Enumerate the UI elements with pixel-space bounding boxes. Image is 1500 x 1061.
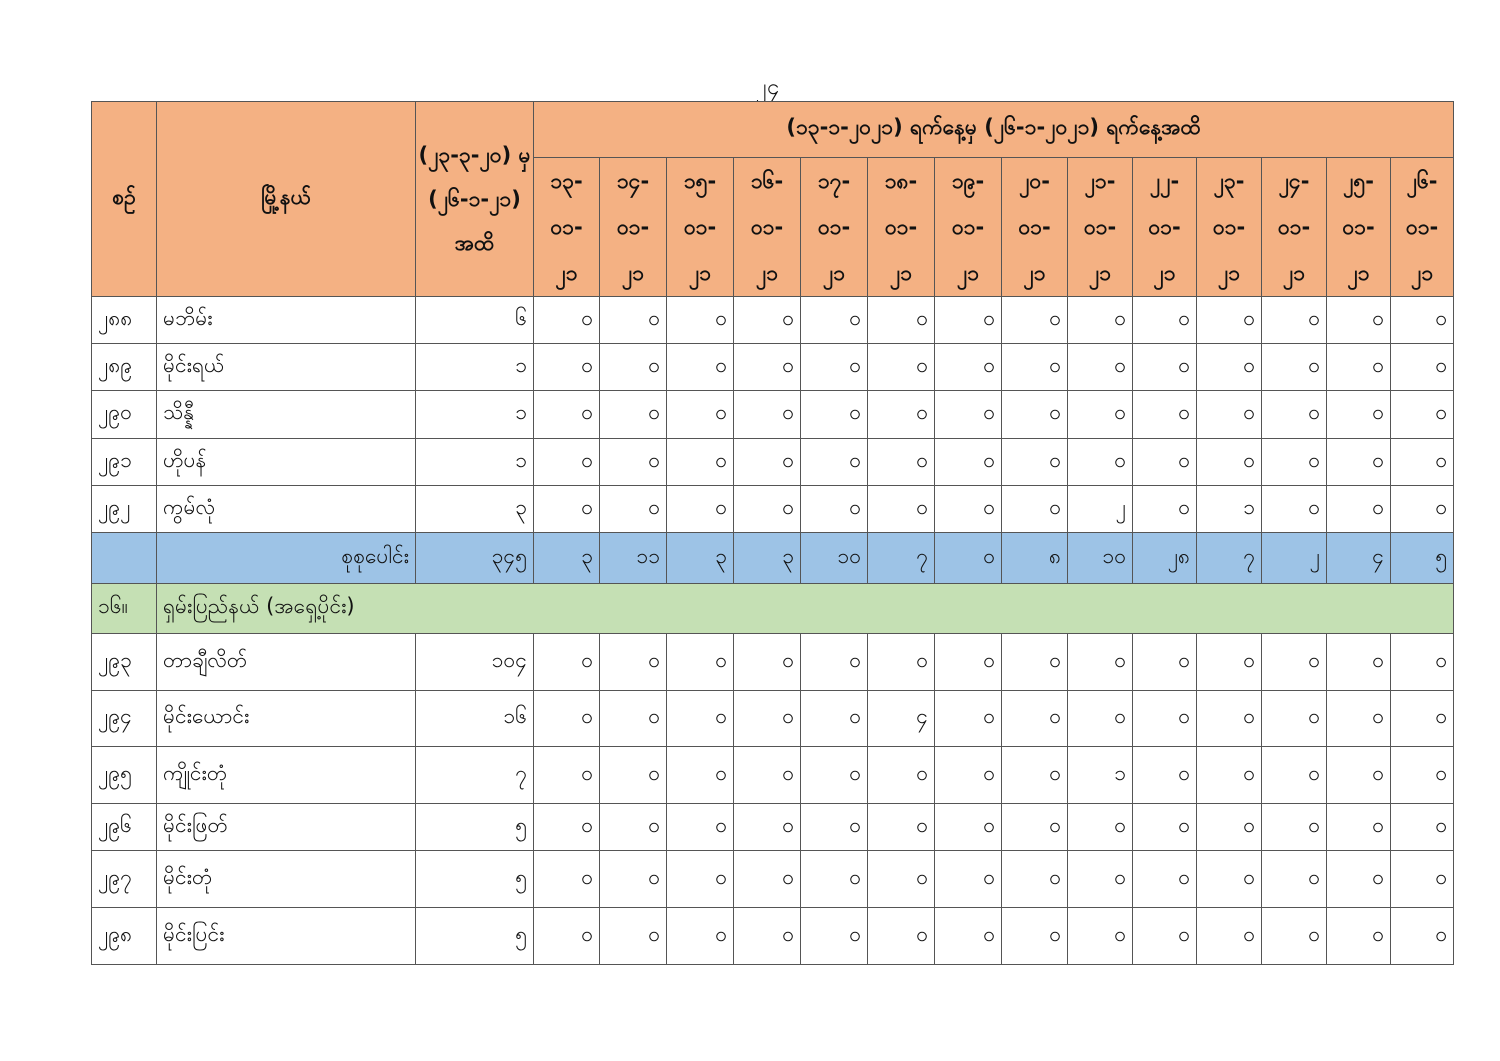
header-date-part: ၂၆- [1406, 169, 1438, 193]
daily-cases: ၀ [801, 634, 868, 691]
daily-cases: ၀ [534, 804, 600, 851]
total-daily: ၄ [1327, 533, 1391, 584]
daily-cases: ၀ [1327, 297, 1391, 344]
daily-cases: ၀ [734, 747, 801, 804]
daily-cases: ၀ [1002, 747, 1068, 804]
daily-cases: ၀ [734, 804, 801, 851]
daily-cases: ၀ [1068, 804, 1133, 851]
total-daily: ၁၀ [801, 533, 868, 584]
total-daily: ၀ [935, 533, 1002, 584]
header-date-part: ၂၁ [1088, 261, 1112, 285]
section-title: ရှမ်းပြည်နယ် (အရှေ့ပိုင်း) [157, 584, 1454, 634]
table-row [92, 908, 1454, 965]
header-date-part: ၀၁- [616, 215, 650, 239]
daily-cases: ၀ [1327, 908, 1391, 965]
daily-cases: ၀ [1197, 439, 1262, 486]
header-date-12 [1262, 158, 1327, 297]
daily-cases: ၀ [935, 851, 1002, 908]
table-row [92, 691, 1454, 747]
daily-cases: ၀ [534, 747, 600, 804]
daily-cases: ၀ [1133, 344, 1197, 391]
header-date-range: (၁၃-၁-၂၀၂၁) ရက်နေ့မှ (၂၆-၁-၂၀၂၁) ရက်နေ့အထိ [534, 102, 1454, 158]
daily-cases: ၀ [667, 439, 734, 486]
daily-cases: ၀ [1262, 851, 1327, 908]
header-date-9 [1068, 158, 1133, 297]
daily-cases: ၀ [1002, 486, 1068, 533]
daily-cases: ၀ [801, 344, 868, 391]
table-row [92, 851, 1454, 908]
header-date-14 [1391, 158, 1454, 297]
township-name: မဘိမ်း [157, 297, 416, 344]
daily-cases: ၀ [801, 691, 868, 747]
header-date-part: ၂၁ [889, 261, 913, 285]
daily-cases: ၀ [734, 634, 801, 691]
daily-cases: ၀ [935, 297, 1002, 344]
daily-cases: ၀ [600, 908, 667, 965]
daily-cases: ၀ [534, 344, 600, 391]
row-number: ၂၉၈ [92, 908, 157, 965]
daily-cases: ၀ [734, 851, 801, 908]
row-number: ၂၈၉ [92, 344, 157, 391]
daily-cases: ၀ [801, 439, 868, 486]
daily-cases: ၀ [600, 804, 667, 851]
total-cumulative: ၃၄၅ [416, 533, 534, 584]
daily-cases: ၀ [935, 908, 1002, 965]
total-body [92, 533, 1454, 634]
header-date-part: ၁၄- [616, 169, 650, 193]
daily-cases: ၀ [534, 439, 600, 486]
township-name: ကွမ်လုံ [157, 486, 416, 533]
header-date-part: ၁၅- [683, 169, 717, 193]
daily-cases: ၀ [1391, 851, 1454, 908]
daily-cases: ၀ [534, 691, 600, 747]
header-date-8 [1002, 158, 1068, 297]
header-date-part: ၀၁- [1342, 215, 1375, 239]
daily-cases: ၀ [734, 297, 801, 344]
daily-cases: ၀ [1197, 344, 1262, 391]
header-date-part: ၀၁- [1277, 215, 1311, 239]
header-date-part: ၂၂- [1149, 169, 1180, 193]
page-number: ၂၄ [755, 75, 780, 100]
daily-cases: ၀ [734, 908, 801, 965]
header-township: မြို့နယ် [157, 102, 416, 297]
daily-cases: ၀ [801, 391, 868, 439]
header-date-1 [534, 158, 600, 297]
header-date-part: ၁၃- [550, 169, 583, 193]
daily-cases: ၀ [1002, 297, 1068, 344]
daily-cases: ၀ [1391, 747, 1454, 804]
header-date-6 [868, 158, 935, 297]
daily-cases: ၀ [1197, 391, 1262, 439]
cumulative-cases: ၅ [416, 908, 534, 965]
section-number: ၁၆။ [92, 584, 157, 634]
daily-cases: ၀ [667, 691, 734, 747]
daily-cases: ၀ [1068, 691, 1133, 747]
table-row [92, 344, 1454, 391]
table-body-a [92, 297, 1454, 533]
header-date-7 [935, 158, 1002, 297]
daily-cases: ၀ [868, 804, 935, 851]
row-number: ၂၉၀ [92, 391, 157, 439]
row-number: ၂၈၈ [92, 297, 157, 344]
daily-cases: ၀ [1197, 691, 1262, 747]
daily-cases: ၀ [868, 344, 935, 391]
daily-cases: ၀ [1391, 297, 1454, 344]
daily-cases: ၀ [1068, 297, 1133, 344]
header-date-part: ၀၁- [1212, 215, 1246, 239]
cumulative-cases: ၅ [416, 851, 534, 908]
daily-cases: ၀ [1262, 391, 1327, 439]
total-daily: ၂ [1262, 533, 1327, 584]
total-daily: ၃ [667, 533, 734, 584]
header-date-part: ၂၃- [1213, 169, 1245, 193]
daily-cases: ၀ [1133, 691, 1197, 747]
daily-cases: ၀ [1262, 297, 1327, 344]
daily-cases: ၀ [1391, 486, 1454, 533]
daily-cases: ၀ [935, 747, 1002, 804]
daily-cases: ၀ [1068, 344, 1133, 391]
daily-cases: ၀ [1133, 851, 1197, 908]
daily-cases: ၀ [1133, 391, 1197, 439]
header-date-part: ၀၁- [1083, 215, 1117, 239]
cumulative-cases: ၁၆ [416, 691, 534, 747]
daily-cases: ၀ [868, 486, 935, 533]
daily-cases: ၀ [935, 804, 1002, 851]
daily-cases: ၀ [1391, 344, 1454, 391]
header-date-part: ၀၁- [951, 215, 985, 239]
daily-cases: ၀ [1391, 804, 1454, 851]
cumulative-cases: ၁၀၄ [416, 634, 534, 691]
daily-cases: ၀ [667, 851, 734, 908]
township-name: မိုင်းပြင်း [157, 908, 416, 965]
header-date-part: ၀၁- [1405, 215, 1439, 239]
daily-cases: ၀ [1327, 851, 1391, 908]
total-daily: ၇ [1197, 533, 1262, 584]
daily-cases: ၀ [1197, 851, 1262, 908]
daily-cases: ၀ [1197, 908, 1262, 965]
table-row [92, 297, 1454, 344]
daily-cases: ၀ [667, 297, 734, 344]
daily-cases: ၀ [1327, 439, 1391, 486]
header-date-part: ၂၁ [1347, 261, 1370, 285]
daily-cases: ၀ [1133, 297, 1197, 344]
daily-cases: ၀ [1002, 391, 1068, 439]
row-number: ၂၉၆ [92, 804, 157, 851]
daily-cases: ၀ [1262, 908, 1327, 965]
township-name: ကျိုင်းတုံ [157, 747, 416, 804]
daily-cases: ၀ [1002, 691, 1068, 747]
daily-cases: ၀ [1391, 439, 1454, 486]
daily-cases: ၀ [600, 851, 667, 908]
daily-cases: ၀ [801, 747, 868, 804]
daily-cases: ၀ [1002, 439, 1068, 486]
header-date-11 [1197, 158, 1262, 297]
header-date-part: ၀၁- [750, 215, 784, 239]
township-name: တာချီလိတ် [157, 634, 416, 691]
daily-cases: ၀ [1327, 344, 1391, 391]
daily-cases: ၀ [935, 486, 1002, 533]
header-date-part: ၀၁- [817, 215, 851, 239]
daily-cases: ၀ [801, 851, 868, 908]
daily-cases: ၀ [1262, 344, 1327, 391]
daily-cases: ၀ [1327, 634, 1391, 691]
daily-cases: ၀ [801, 486, 868, 533]
daily-cases: ၀ [1002, 804, 1068, 851]
daily-cases: ၀ [801, 908, 868, 965]
header-date-part: ၁၉- [951, 169, 985, 193]
header-date-part: ၀၁- [884, 215, 918, 239]
section-row [92, 584, 1454, 634]
daily-cases: ၀ [1133, 747, 1197, 804]
daily-cases: ၀ [667, 486, 734, 533]
header-date-13 [1327, 158, 1391, 297]
daily-cases: ၀ [868, 297, 935, 344]
daily-cases: ၀ [667, 804, 734, 851]
header-date-10 [1133, 158, 1197, 297]
header-no: စဉ် [92, 102, 157, 297]
header-date-4 [734, 158, 801, 297]
cumulative-cases: ၅ [416, 804, 534, 851]
daily-cases: ၀ [1002, 634, 1068, 691]
header-date-part: ၁၈- [884, 169, 918, 193]
header-date-part: ၂၄- [1278, 169, 1310, 193]
daily-cases: ၄ [868, 691, 935, 747]
daily-cases: ၁ [1068, 747, 1133, 804]
header-date-part: ၂၁ [755, 261, 779, 285]
daily-cases: ၀ [868, 391, 935, 439]
daily-cases: ၀ [734, 691, 801, 747]
daily-cases: ၀ [801, 297, 868, 344]
daily-cases: ၀ [1327, 804, 1391, 851]
row-number: ၂၉၁ [92, 439, 157, 486]
header-date-part: ၀၁- [1018, 215, 1051, 239]
cumulative-cases: ၁ [416, 344, 534, 391]
daily-cases: ၀ [600, 344, 667, 391]
township-name: မိုင်းတုံ [157, 851, 416, 908]
daily-cases: ၀ [1002, 851, 1068, 908]
daily-cases: ၀ [1068, 634, 1133, 691]
case-table [91, 101, 1454, 965]
daily-cases: ၀ [1327, 747, 1391, 804]
daily-cases: ၀ [734, 439, 801, 486]
daily-cases: ၀ [667, 344, 734, 391]
table-row [92, 747, 1454, 804]
township-name: မိုင်းရယ် [157, 344, 416, 391]
header-date-part: ၂၁ [1023, 261, 1046, 285]
daily-cases: ၀ [868, 851, 935, 908]
table-body-b [92, 634, 1454, 965]
daily-cases: ၀ [1068, 908, 1133, 965]
total-daily: ၅ [1391, 533, 1454, 584]
daily-cases: ၀ [935, 344, 1002, 391]
total-no-cell [92, 533, 157, 584]
daily-cases: ၀ [1262, 634, 1327, 691]
header-cumulative: (၂၃-၃-၂၀) မှ (၂၆-၁-၂၁) အထိ [416, 102, 534, 297]
total-label: စုစုပေါင်း [157, 533, 416, 584]
header-date-part: ၂၁ [956, 261, 980, 285]
total-daily: ၂၈ [1133, 533, 1197, 584]
daily-cases: ၀ [600, 297, 667, 344]
township-name: ဟိုပန် [157, 439, 416, 486]
header-date-part: ၂၁ [621, 261, 645, 285]
daily-cases: ၀ [1068, 391, 1133, 439]
daily-cases: ၀ [600, 747, 667, 804]
daily-cases: ၀ [935, 691, 1002, 747]
header-date-part: ၂၁ [688, 261, 712, 285]
daily-cases: ၀ [1391, 691, 1454, 747]
daily-cases: ၀ [1262, 747, 1327, 804]
header-date-5 [801, 158, 868, 297]
daily-cases: ၀ [600, 391, 667, 439]
header-date-part: ၁၆- [750, 169, 784, 193]
township-name: သိန္နီ [157, 391, 416, 439]
daily-cases: ၀ [935, 634, 1002, 691]
daily-cases: ၀ [1327, 691, 1391, 747]
cumulative-cases: ၇ [416, 747, 534, 804]
daily-cases: ၀ [1133, 908, 1197, 965]
total-daily: ၁၀ [1068, 533, 1133, 584]
total-row [92, 533, 1454, 584]
daily-cases: ၀ [667, 908, 734, 965]
header-date-part: ၂၁ [1282, 261, 1306, 285]
header-date-part: ၂၁ [822, 261, 846, 285]
daily-cases: ၀ [1133, 804, 1197, 851]
daily-cases: ၀ [1262, 439, 1327, 486]
daily-cases: ၀ [868, 908, 935, 965]
daily-cases: ၀ [1197, 634, 1262, 691]
header-date-part: ၂၁ [555, 261, 578, 285]
daily-cases: ၀ [667, 747, 734, 804]
total-daily: ၈ [1002, 533, 1068, 584]
daily-cases: ၀ [868, 439, 935, 486]
daily-cases: ၀ [1068, 439, 1133, 486]
cumulative-cases: ၆ [416, 297, 534, 344]
table-row [92, 391, 1454, 439]
total-daily: ၁၁ [600, 533, 667, 584]
daily-cases: ၀ [534, 634, 600, 691]
daily-cases: ၀ [600, 439, 667, 486]
daily-cases: ၁ [1197, 486, 1262, 533]
cumulative-cases: ၁ [416, 439, 534, 486]
header-date-2 [600, 158, 667, 297]
daily-cases: ၀ [935, 439, 1002, 486]
daily-cases: ၀ [600, 634, 667, 691]
cumulative-cases: ၁ [416, 391, 534, 439]
daily-cases: ၀ [1133, 634, 1197, 691]
daily-cases: ၀ [1068, 851, 1133, 908]
daily-cases: ၀ [667, 391, 734, 439]
daily-cases: ၀ [534, 297, 600, 344]
daily-cases: ၀ [868, 634, 935, 691]
header-date-part: ၁၇- [817, 169, 851, 193]
header-date-part: ၀၁- [683, 215, 717, 239]
table-row [92, 634, 1454, 691]
total-daily: ၇ [868, 533, 935, 584]
daily-cases: ၀ [1133, 486, 1197, 533]
daily-cases: ၀ [935, 391, 1002, 439]
row-number: ၂၉၅ [92, 747, 157, 804]
township-name: မိုင်းဖြတ် [157, 804, 416, 851]
daily-cases: ၀ [534, 391, 600, 439]
daily-cases: ၀ [734, 344, 801, 391]
total-daily: ၃ [534, 533, 600, 584]
header-date-3 [667, 158, 734, 297]
row-number: ၂၉၂ [92, 486, 157, 533]
cumulative-cases: ၃ [416, 486, 534, 533]
table-row [92, 486, 1454, 533]
row-number: ၂၉၄ [92, 691, 157, 747]
daily-cases: ၀ [1133, 439, 1197, 486]
row-number: ၂၉၃ [92, 634, 157, 691]
township-name: မိုင်းယောင်း [157, 691, 416, 747]
daily-cases: ၀ [1262, 486, 1327, 533]
daily-cases: ၂ [1068, 486, 1133, 533]
daily-cases: ၀ [534, 486, 600, 533]
daily-cases: ၀ [1197, 747, 1262, 804]
table-row [92, 804, 1454, 851]
daily-cases: ၀ [1197, 297, 1262, 344]
daily-cases: ၀ [1327, 391, 1391, 439]
row-number: ၂၉၇ [92, 851, 157, 908]
daily-cases: ၀ [1262, 691, 1327, 747]
header-date-part: ၂၁- [1084, 169, 1116, 193]
daily-cases: ၀ [734, 391, 801, 439]
daily-cases: ၀ [1391, 908, 1454, 965]
daily-cases: ၀ [734, 486, 801, 533]
daily-cases: ၀ [1262, 804, 1327, 851]
daily-cases: ၀ [600, 691, 667, 747]
header-date-part: ၀၁- [1148, 215, 1181, 239]
daily-cases: ၀ [1197, 804, 1262, 851]
header-date-part: ၂၁ [1217, 261, 1241, 285]
daily-cases: ၀ [1391, 391, 1454, 439]
table-row [92, 439, 1454, 486]
daily-cases: ၀ [1327, 486, 1391, 533]
daily-cases: ၀ [534, 908, 600, 965]
daily-cases: ၀ [1002, 908, 1068, 965]
daily-cases: ၀ [667, 634, 734, 691]
daily-cases: ၀ [600, 486, 667, 533]
header-date-part: ၂၁ [1411, 261, 1434, 285]
daily-cases: ၀ [868, 747, 935, 804]
daily-cases: ၀ [801, 804, 868, 851]
daily-cases: ၀ [1391, 634, 1454, 691]
daily-cases: ၀ [534, 851, 600, 908]
header-date-part: ၀၁- [550, 215, 583, 239]
header-date-part: ၂၀- [1019, 169, 1050, 193]
header-date-part: ၂၅- [1343, 169, 1374, 193]
total-daily: ၃ [734, 533, 801, 584]
header-date-part: ၂၁ [1153, 261, 1176, 285]
daily-cases: ၀ [1002, 344, 1068, 391]
